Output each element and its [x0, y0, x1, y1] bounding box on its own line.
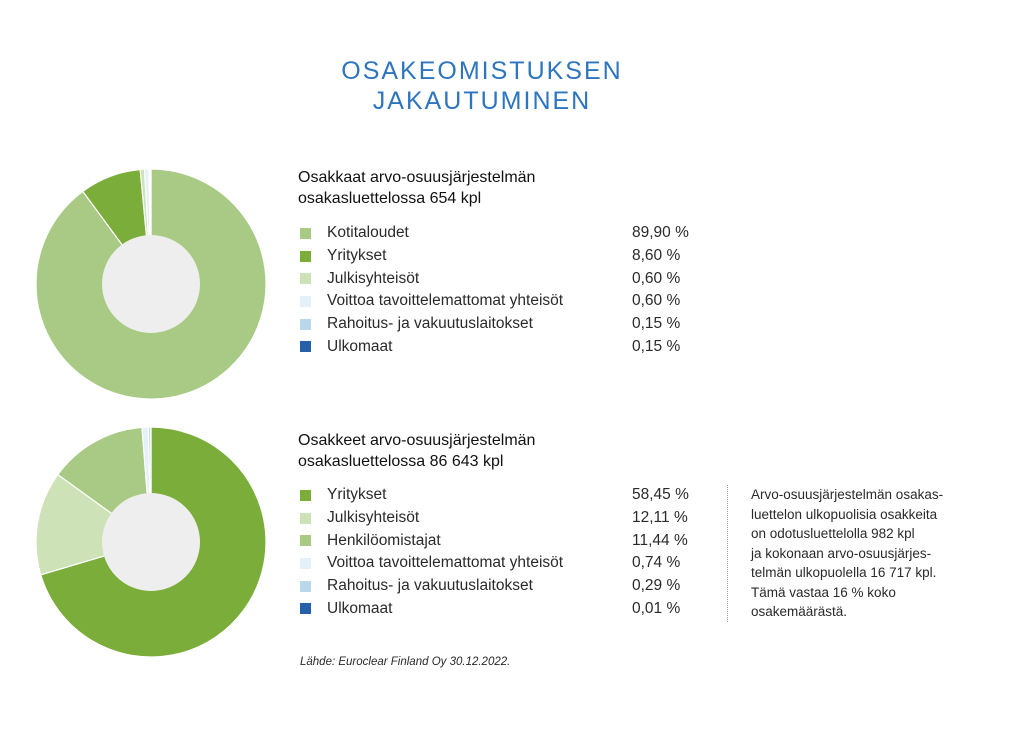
legend-swatch	[300, 296, 311, 307]
note-line: on odotusluettelolla 982 kpl	[751, 526, 915, 541]
legend-swatch	[300, 558, 311, 569]
legend-value: 0,15 %	[632, 315, 681, 333]
chart-title-line: Osakkeet arvo-osuusjärjestelmän	[298, 432, 536, 449]
chart-title-line: Osakkaat arvo-osuusjärjestelmän	[298, 169, 536, 186]
donut-chart-shareholders	[36, 169, 266, 399]
legend-value: 12,11 %	[632, 509, 688, 527]
legend-swatch	[300, 319, 311, 330]
legend-item-kotitaloudet	[300, 222, 720, 245]
donut-chart-shares	[36, 427, 266, 657]
donut-hole	[102, 235, 200, 333]
donut-hole	[102, 493, 200, 591]
legend-item-voittoa-tavoittelemattomat-yhteisot	[300, 552, 720, 575]
chart-title-line: osakasluettelossa 654 kpl	[298, 190, 482, 207]
legend-item-rahoitus-ja-vakuutuslaitokset	[300, 575, 720, 598]
legend-label: Rahoitus- ja vakuutuslaitokset	[327, 315, 533, 333]
legend-swatch	[300, 535, 311, 546]
legend-label: Voittoa tavoittelemattomat yhteisöt	[327, 292, 564, 310]
note-line: luettelon ulkopuolisia osakkeita	[751, 506, 938, 522]
source-citation: Lähde: Euroclear Finland Oy 30.12.2022.	[300, 656, 511, 668]
note-line: Tämä vastaa 16 % koko	[751, 584, 896, 600]
page-title	[0, 56, 964, 116]
legend-swatch	[300, 341, 311, 352]
legend-swatch	[300, 513, 311, 524]
legend-label: Ulkomaat	[327, 599, 393, 617]
legend-item-julkisyhteisot	[300, 507, 720, 530]
legend-value: 0,74 %	[632, 554, 681, 572]
chart-title-shareholders	[298, 167, 535, 209]
legend-item-henkiloomistajat	[300, 529, 720, 552]
legend-label: Yritykset	[327, 486, 387, 504]
legend-value: 58,45 %	[632, 486, 689, 504]
legend-swatch	[300, 603, 311, 614]
legend-swatch	[300, 228, 311, 239]
legend-item-julkisyhteisot	[300, 267, 720, 290]
legend-label: Ulkomaat	[327, 337, 393, 355]
legend-item-ulkomaat	[300, 335, 720, 358]
legend-item-ulkomaat	[300, 597, 720, 620]
legend-label: Henkilöomistajat	[327, 531, 441, 549]
legend-swatch	[300, 490, 311, 501]
legend-value: 0,15 %	[632, 337, 681, 355]
footnote-outside-register	[727, 485, 1001, 622]
chart-title-line: osakasluettelossa 86 643 kpl	[298, 453, 504, 470]
legend-value: 0,60 %	[632, 292, 681, 310]
legend-swatch	[300, 251, 311, 262]
legend-value: 89,90 %	[632, 224, 689, 242]
legend-value: 0,60 %	[632, 269, 681, 287]
legend-swatch	[300, 273, 311, 284]
legend-value: 0,29 %	[632, 577, 681, 595]
legend-value: 8,60 %	[632, 247, 681, 265]
legend-item-yritykset	[300, 245, 720, 268]
legend-shares	[300, 484, 720, 620]
note-line: osakemäärästä.	[751, 604, 848, 619]
legend-shareholders	[300, 222, 720, 358]
legend-label: Kotitaloudet	[327, 224, 409, 242]
legend-value: 0,01 %	[632, 599, 681, 617]
legend-label: Yritykset	[327, 247, 387, 265]
legend-item-yritykset	[300, 484, 720, 507]
page-title-line-1: OSAKEOMISTUKSEN	[341, 57, 623, 85]
legend-item-rahoitus-ja-vakuutuslaitokset	[300, 313, 720, 336]
note-line: ja kokonaan arvo-osuusjärjes-	[751, 545, 932, 561]
legend-swatch	[300, 581, 311, 592]
legend-label: Rahoitus- ja vakuutuslaitokset	[327, 577, 533, 595]
legend-label: Julkisyhteisöt	[327, 509, 420, 527]
legend-item-voittoa-tavoittelemattomat-yhteisot	[300, 290, 720, 313]
legend-label: Julkisyhteisöt	[327, 269, 420, 287]
note-line: telmän ulkopuolella 16 717 kpl.	[751, 565, 937, 580]
legend-label: Voittoa tavoittelemattomat yhteisöt	[327, 554, 564, 572]
page-title-line-2: JAKAUTUMINEN	[372, 87, 592, 115]
legend-value: 11,44 %	[632, 531, 688, 549]
chart-title-shares	[298, 430, 535, 472]
note-line: Arvo-osuusjärjestelmän osakas-	[751, 487, 944, 502]
